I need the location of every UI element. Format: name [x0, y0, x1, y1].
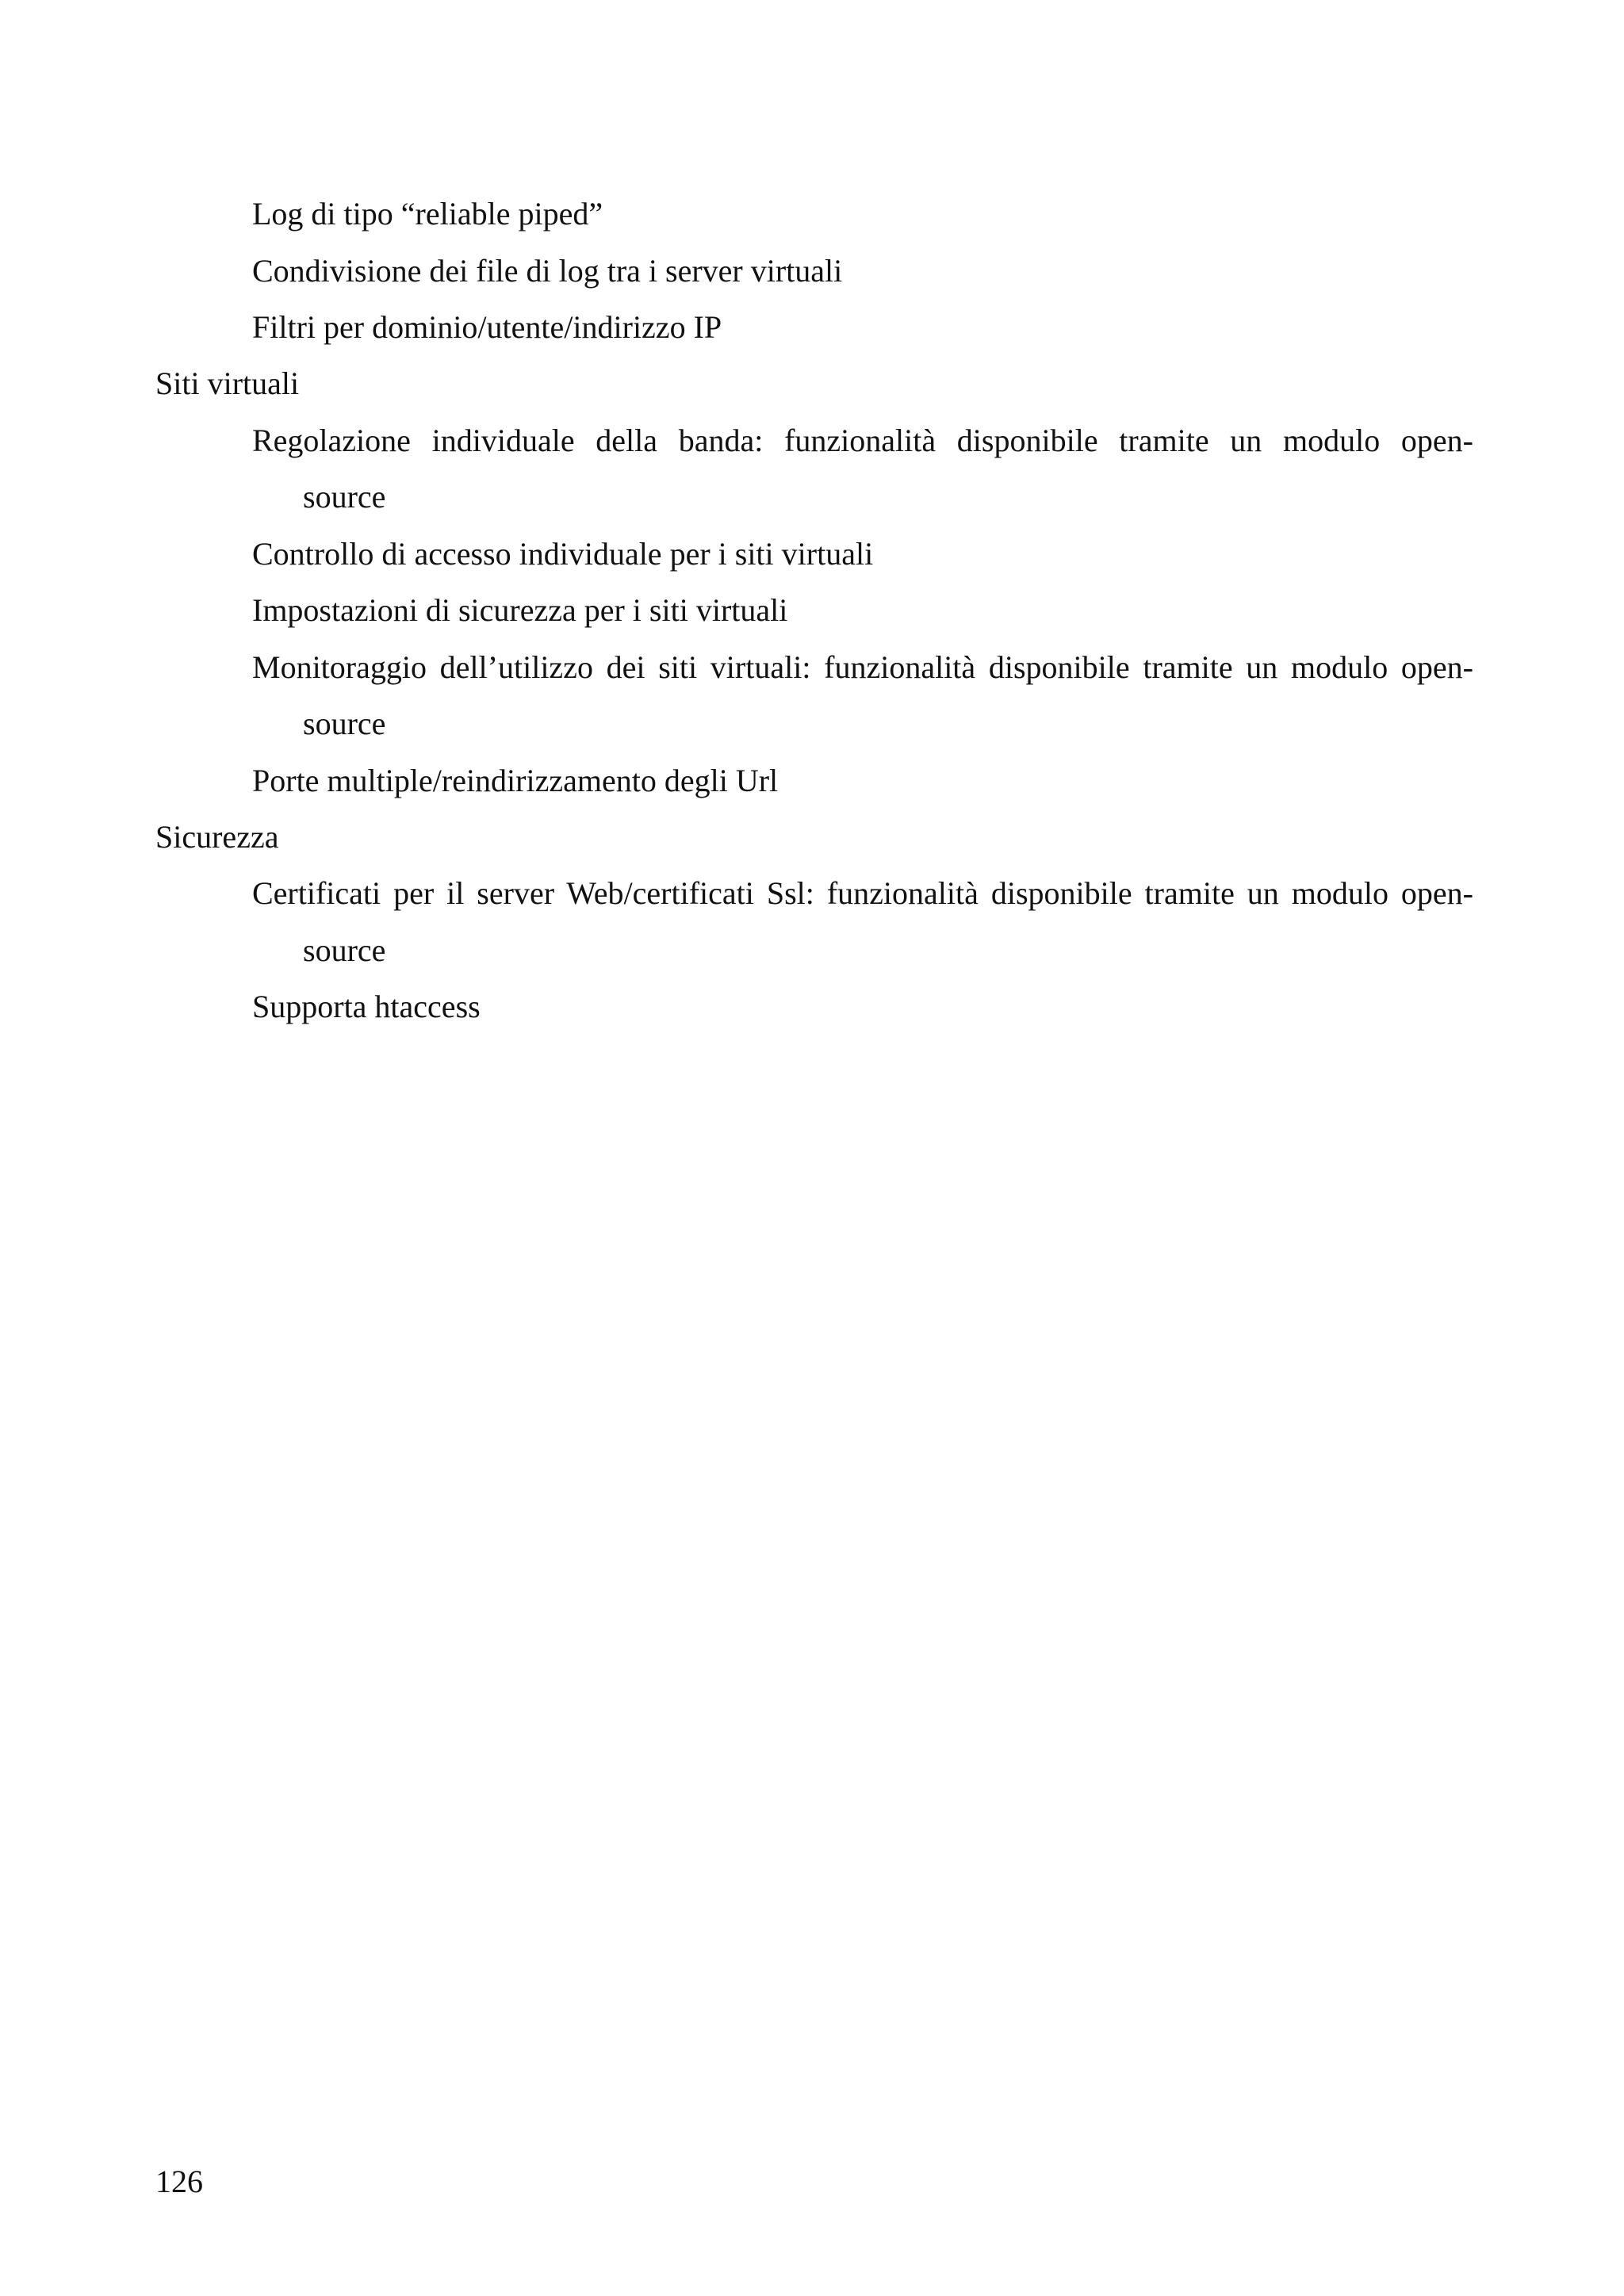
list-item-continuation: source	[303, 479, 386, 515]
section-heading: Sicurezza	[155, 819, 279, 855]
section-heading: Siti virtuali	[155, 365, 300, 401]
list-item: Porte multiple/reindirizzamento degli Url	[252, 763, 779, 798]
list-item-continuation: source	[303, 706, 386, 741]
list-item: Monitoraggio dell’utilizzo dei siti virtuali: funzionalità disponibile tramite un modulo open-	[252, 649, 1473, 685]
list-item: Supporta htaccess	[252, 989, 481, 1024]
list-item: Controllo di accesso individuale per i siti virtuali	[252, 536, 874, 572]
list-item: Certificati per il server Web/certificati Ssl: funzionalità disponibile tramite un modulo open-	[252, 875, 1473, 911]
list-item: Regolazione individuale della banda: funzionalità disponibile tramite un modulo open-	[252, 423, 1473, 458]
list-item: Filtri per dominio/utente/indirizzo IP	[252, 309, 722, 345]
list-item-continuation: source	[303, 932, 386, 968]
list-item: Impostazioni di sicurezza per i siti virtuali	[252, 592, 788, 628]
list-item: Condivisione dei file di log tra i server virtuali	[252, 253, 843, 289]
list-item: Log di tipo “reliable piped”	[252, 196, 603, 232]
page-number: 126	[155, 2164, 203, 2199]
